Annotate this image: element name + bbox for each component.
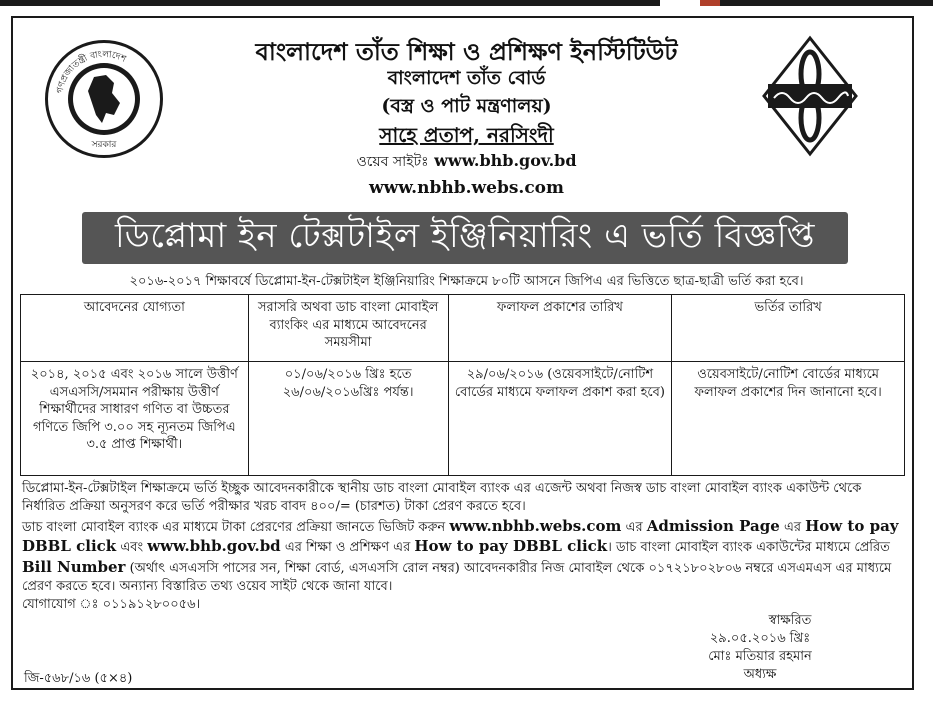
location: সাহে প্রতাপ, নরসিংদী (379, 123, 554, 147)
svg-text:গণপ্রজাতন্ত্রী বাংলাদেশ: গণপ্রজাতন্ত্রী বাংলাদেশ (55, 49, 128, 95)
payment-paragraph: ডিপ্লোমা-ইন-টেক্সটাইল শিক্ষাক্রমে ভর্তি ইচ্ছুক আবেদনকারীকে স্থানীয় ডাচ বাংলা মোবাইল ব্যাংক এর এজেন্ট অথবা নিজস্ব ডাচ বাংলা মোবাইল ব্যাংক একাউন্ট থেকে নির্ধারিত প্রক্রিয়া অনুসরণ করে ভর্তি পরীক্ষার খরচ বাবদ ৪০০/= (চারশত) টাকা প্রেরণ করতে হবে। (22, 481, 862, 515)
header-application-deadline: সরাসরি অথবা ডাচ বাংলা মোবাইল ব্যাংকিং এর মাধ্যমে আবেদনের সময়সীমা (248, 295, 448, 362)
table-header-row (21, 295, 905, 362)
website-line (0, 150, 933, 174)
admission-page-link[interactable]: Admission Page (646, 516, 780, 535)
instructions-website-link-2[interactable]: www.bhb.gov.bd (147, 537, 281, 556)
website-label: ওয়েব সাইটঃ (356, 154, 429, 170)
bill-number-label: Bill Number (22, 557, 126, 576)
instructions-website-link-1[interactable]: www.nbhb.webs.com (449, 516, 622, 535)
header-result-date: ফলাফল প্রকাশের তারিখ (448, 295, 672, 362)
notice-body (22, 480, 907, 615)
cell-application-deadline: ০১/০৬/২০১৬ খ্রিঃ হতে ২৬/০৬/২০১৬খ্রিঃ পর্যন্ত। (248, 362, 448, 476)
top-rule-left (0, 0, 660, 6)
header-eligibility: আবেদনের যোগ্যতা (21, 295, 249, 362)
institute-title: বাংলাদেশ তাঁত শিক্ষা ও প্রশিক্ষণ ইনস্টিটিউট (255, 37, 678, 66)
cell-admission-date: ওয়েবসাইটে/নোটিশ বোর্ডের মাধ্যমে ফলাফল প্রকাশের দিন জানানো হবে। (672, 362, 905, 476)
how-to-pay-link-2[interactable]: How to pay DBBL click (414, 537, 608, 556)
admission-table (20, 294, 905, 476)
board-name: বাংলাদেশ তাঁত বোর্ড (387, 67, 546, 89)
signature-block (630, 612, 890, 684)
top-border (0, 0, 933, 14)
signed-label: স্বাক্ষরিত (768, 613, 812, 628)
top-rule-accent (700, 0, 720, 6)
intro-text: ২০১৬-২০১৭ শিক্ষাবর্ষে ডিপ্লোমা-ইন-টেক্সটাইল ইঞ্জিনিয়ারিং শিক্ষাক্রমে ৮০টি আসনে জিপিএ এর ভিত্তিতে ছাত্র-ছাত্রী ভর্তি করা হবে। (129, 274, 804, 289)
header-admission-date: ভর্তির তারিখ (672, 295, 905, 362)
svg-text:সরকার: সরকার (91, 140, 117, 150)
admission-banner: ডিপ্লোমা ইন টেক্সটাইল ইঞ্জিনিয়ারিং এ ভর্তি বিজ্ঞপ্তি (82, 212, 848, 264)
instructions-paragraph: ডাচ বাংলা মোবাইল ব্যাংক এর মাধ্যমে টাকা প্রেরণের প্রক্রিয়া জানতে ভিজিট করুন www.nbhb.webs.com এর Admission Page এর How to pay DBBL click এবং www.bhb.gov.bd এর শিক্ষা ও প্রশিক্ষণ এর How to pay DBBL click। ডাচ বাংলা মোবাইল ব্যাংক একাউন্টের মাধ্যমে প্রেরিত Bill Number (অর্থাৎ এসএসসি পাসের সন, শিক্ষা বোর্ড, এসএসসি রোল নম্বর) আবেদনকারীর নিজ মোবাইল থেকে ০১৭২১৮০২৮০৬ নম্বরে এসএমএস এর মাধ্যমে প্রেরণ করতে হবে। অন্যান্য বিস্তারিত তথ্য ওয়েব সাইট থেকে জানা যাবে। (22, 516, 899, 595)
top-rule-right (720, 0, 933, 6)
signatory-title: অধ্যক্ষ (743, 667, 777, 682)
ministry-name: (বস্ত্র ও পাট মন্ত্রণালয়) (381, 95, 552, 117)
table-row (21, 362, 905, 476)
cell-eligibility: ২০১৪, ২০১৫ এবং ২০১৬ সালে উত্তীর্ণ এসএসসি/সমমান পরীক্ষায় উত্তীর্ণ শিক্ষার্থীদের সাধারণ গণিত বা উচ্চতর গণিতে জিপি ৩.০০ সহ ন্যূনতম জিপিএ ৩.৫ প্রাপ্ত শিক্ষার্থী। (21, 362, 249, 476)
website-link-2[interactable]: www.nbhb.webs.com (368, 178, 565, 198)
cell-result-date: ২৯/০৬/২০১৬ (ওয়েবসাইটে/নোটিশ বোর্ডের মাধ্যমে ফলাফল প্রকাশ করা হবে) (448, 362, 672, 476)
website-link-1[interactable]: www.bhb.gov.bd (434, 151, 577, 170)
signature-date: ২৯.০৫.২০১৬ খ্রিঃ (709, 631, 811, 646)
how-to-pay-link-1[interactable]: How to pay DBBL click (22, 516, 899, 556)
contact-line: যোগাযোগ ঃ ০১১৯১২৮০০৫৬। (22, 597, 201, 613)
ad-code: জি-৫৬৮/১৬ (৫×৪) (24, 671, 133, 686)
signatory-name: মোঃ মতিয়ার রহমান (708, 649, 812, 664)
